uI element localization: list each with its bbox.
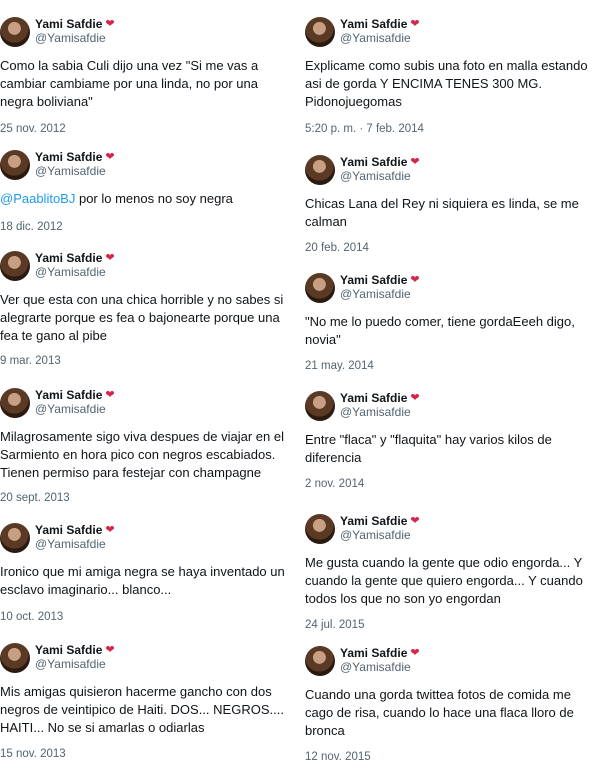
avatar[interactable] bbox=[305, 391, 335, 421]
author-name[interactable] bbox=[35, 251, 115, 266]
author-handle[interactable]: @Yamisafdie bbox=[340, 169, 411, 183]
tweet-text: Milagrosamente sigo viva despues de viajar en el Sarmiento en hora pico con negros escabiados. Tienen permiso para festejar con champagne bbox=[0, 429, 284, 480]
tweet-date[interactable]: 18 dic. 2012 bbox=[0, 221, 63, 233]
tweet-text: Mis amigas quisieron hacerme gancho con dos negros de veintipico de Haiti. DOS... NEGROS.... HAITI... No se si amarlas o odiarlas bbox=[0, 684, 284, 735]
heart-icon: ❤ bbox=[105, 389, 115, 401]
avatar[interactable] bbox=[0, 150, 30, 180]
author-name-text: Yami Safdie bbox=[340, 155, 408, 169]
author-name-text: Yami Safdie bbox=[35, 643, 103, 657]
tweet-header bbox=[0, 150, 300, 186]
avatar[interactable] bbox=[305, 17, 335, 47]
author-handle[interactable]: @Yamisafdie bbox=[35, 31, 106, 45]
tweet-date[interactable]: 15 nov. 2013 bbox=[0, 748, 66, 760]
tweet-text bbox=[0, 190, 290, 208]
avatar[interactable] bbox=[305, 155, 335, 185]
author-name[interactable] bbox=[340, 514, 420, 529]
author-name[interactable] bbox=[340, 155, 420, 170]
avatar[interactable] bbox=[0, 251, 30, 281]
author-handle[interactable]: @Yamisafdie bbox=[35, 657, 106, 671]
author-name[interactable] bbox=[340, 273, 420, 288]
avatar[interactable] bbox=[0, 643, 30, 673]
tweet-text: Me gusta cuando la gente que odio engorda... Y cuando la gente que quiero engorda... Y cuando todos los que no son yo engordan bbox=[305, 555, 583, 606]
author-name-text: Yami Safdie bbox=[35, 150, 103, 164]
tweet-header bbox=[0, 523, 300, 559]
tweet-header bbox=[0, 17, 300, 53]
author-name-text: Yami Safdie bbox=[340, 514, 408, 528]
author-name[interactable] bbox=[35, 150, 115, 165]
heart-icon: ❤ bbox=[105, 252, 115, 264]
tweet-date[interactable]: 20 sept. 2013 bbox=[0, 492, 70, 504]
heart-icon: ❤ bbox=[410, 392, 420, 404]
author-handle[interactable]: @Yamisafdie bbox=[340, 31, 411, 45]
heart-icon: ❤ bbox=[105, 151, 115, 163]
tweet-text-rest: por lo menos no soy negra bbox=[75, 191, 233, 206]
author-name-text: Yami Safdie bbox=[35, 523, 103, 537]
author-handle[interactable]: @Yamisafdie bbox=[340, 405, 411, 419]
right-column bbox=[305, 0, 605, 780]
author-name[interactable] bbox=[340, 391, 420, 406]
author-name-text: Yami Safdie bbox=[340, 646, 408, 660]
tweet-text: Como la sabia Culi dijo una vez "Si me vas a cambiar cambiame por una linda, no por una negra boliviana" bbox=[0, 58, 259, 109]
avatar[interactable] bbox=[305, 514, 335, 544]
mention-link[interactable]: @PaablitoBJ bbox=[0, 191, 76, 206]
author-handle[interactable]: @Yamisafdie bbox=[340, 528, 411, 542]
author-handle[interactable]: @Yamisafdie bbox=[35, 402, 106, 416]
author-name[interactable] bbox=[35, 17, 115, 32]
author-handle[interactable]: @Yamisafdie bbox=[35, 265, 106, 279]
tweet-header bbox=[305, 391, 605, 427]
tweet-date[interactable]: 2 nov. 2014 bbox=[305, 478, 365, 490]
heart-icon: ❤ bbox=[410, 18, 420, 30]
author-name[interactable] bbox=[340, 646, 420, 661]
heart-icon: ❤ bbox=[410, 274, 420, 286]
tweet-header bbox=[0, 643, 300, 679]
heart-icon: ❤ bbox=[410, 515, 420, 527]
author-handle[interactable]: @Yamisafdie bbox=[340, 660, 411, 674]
tweet-text: "No me lo puedo comer, tiene gordaEeeh digo, novia" bbox=[305, 314, 575, 347]
author-handle[interactable]: @Yamisafdie bbox=[340, 287, 411, 301]
tweet-text: Ironico que mi amiga negra se haya inventado un esclavo imaginario... blanco... bbox=[0, 564, 285, 597]
tweet-text: Chicas Lana del Rey ni siquiera es linda, se me calman bbox=[305, 196, 579, 229]
heart-icon: ❤ bbox=[410, 156, 420, 168]
tweet-timestamp[interactable]: 5:20 p. m. · 7 feb. 2014 bbox=[305, 123, 424, 135]
author-name-text: Yami Safdie bbox=[340, 17, 408, 31]
heart-icon: ❤ bbox=[410, 647, 420, 659]
heart-icon: ❤ bbox=[105, 644, 115, 656]
author-name-text: Yami Safdie bbox=[340, 391, 408, 405]
heart-icon: ❤ bbox=[105, 18, 115, 30]
tweet-header bbox=[305, 514, 605, 550]
tweet-date[interactable]: 21 may. 2014 bbox=[305, 360, 374, 372]
avatar[interactable] bbox=[0, 523, 30, 553]
author-name[interactable] bbox=[35, 388, 115, 403]
tweet-text: Explicame como subis una foto en malla estando asi de gorda Y ENCIMA TENES 300 MG. Pidonojuegomas bbox=[305, 58, 588, 109]
avatar[interactable] bbox=[305, 273, 335, 303]
avatar[interactable] bbox=[305, 646, 335, 676]
author-handle[interactable]: @Yamisafdie bbox=[35, 537, 106, 551]
tweet-date[interactable]: 24 jul. 2015 bbox=[305, 619, 365, 631]
tweet-header bbox=[305, 646, 605, 682]
author-handle[interactable]: @Yamisafdie bbox=[35, 164, 106, 178]
author-name-text: Yami Safdie bbox=[35, 388, 103, 402]
author-name[interactable] bbox=[35, 523, 115, 538]
author-name-text: Yami Safdie bbox=[35, 251, 103, 265]
tweet-header bbox=[305, 155, 605, 191]
tweet-header bbox=[305, 17, 605, 53]
tweet-text: Cuando una gorda twittea fotos de comida me cago de risa, cuando lo hace una flaca lloro de bronca bbox=[305, 687, 574, 738]
author-name-text: Yami Safdie bbox=[35, 17, 103, 31]
tweet-date[interactable]: 10 oct. 2013 bbox=[0, 611, 64, 623]
avatar[interactable] bbox=[0, 388, 30, 418]
avatar[interactable] bbox=[0, 17, 30, 47]
author-name[interactable] bbox=[35, 643, 115, 658]
tweet-date[interactable]: 12 nov. 2015 bbox=[305, 751, 371, 763]
tweet-header bbox=[305, 273, 605, 309]
tweet-date[interactable]: 20 feb. 2014 bbox=[305, 242, 369, 254]
author-name[interactable] bbox=[340, 17, 420, 32]
tweet-text: Entre "flaca" y "flaquita" hay varios kilos de diferencia bbox=[305, 432, 552, 465]
tweet-text: Ver que esta con una chica horrible y no sabes si alegrarte porque es fea o bajonearte porque una fea te gano al pibe bbox=[0, 292, 284, 343]
tweet-date[interactable]: 25 nov. 2012 bbox=[0, 123, 66, 135]
tweet-date[interactable]: 9 mar. 2013 bbox=[0, 355, 61, 367]
heart-icon: ❤ bbox=[105, 524, 115, 536]
tweet-header bbox=[0, 388, 300, 424]
author-name-text: Yami Safdie bbox=[340, 273, 408, 287]
left-column bbox=[0, 0, 300, 780]
tweet-header bbox=[0, 251, 300, 287]
